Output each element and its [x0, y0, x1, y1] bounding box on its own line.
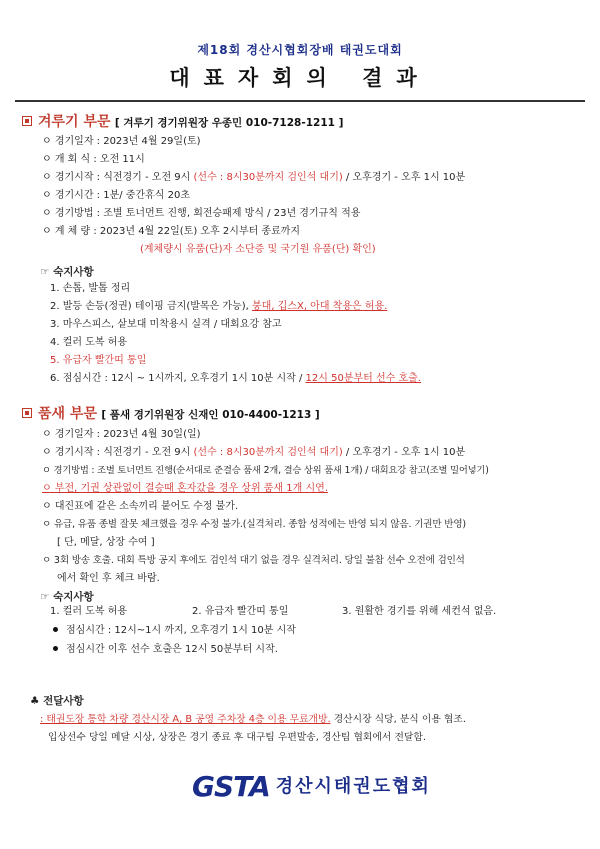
poomsae-info: [ 품새 경기위원장 신재인 010-4400-1213 ] [101, 409, 320, 421]
delivery-header [30, 693, 84, 708]
kyorugi-weigh-note: (계체량시 유품(단)자 소단증 및 국기원 유품(단) 확인) [140, 244, 376, 255]
square-bullet-icon [22, 408, 32, 418]
poomsae-bullet-2 [53, 643, 278, 657]
kyorugi-notes-title: 숙지사항 [53, 266, 94, 278]
kyorugi-start [42, 171, 465, 185]
poomsae-notes-header [40, 589, 94, 604]
kyorugi-note-2 [50, 300, 387, 314]
kyorugi-start-b: (선수 : 8시30분까지 검인석 대기) [193, 172, 343, 183]
poomsae-notes-title: 숙지사항 [53, 591, 94, 603]
kyorugi-opening: ㅇ 개 회 식 : 오전 11시 [42, 154, 145, 165]
kyorugi-note-6a: 6. 점심시간 : 12시 ~ 1시까지, 오후경기 1시 10분 시작 / [50, 373, 306, 384]
poomsae-bullet-1 [53, 624, 296, 638]
poomsae-error: ㅇ 유급, 유품 종별 잘못 체크했을 경우 수정 불가.(실격처리. 종합 성적에는 반영 되지 않음. 기권만 반영) [42, 519, 466, 530]
poomsae-bullet-2-text: 점심시간 이후 선수 호출은 12시 50분부터 시작. [66, 644, 278, 655]
gsta-logo-mark: GSTA [192, 770, 270, 803]
kyorugi-note-2b: 붕대, 깁스X, 아대 착용은 허용. [251, 301, 388, 312]
title-divider [15, 100, 585, 102]
kyorugi-method: ㅇ 경기방법 : 조별 토너먼트 진행, 회전승패제 방식 / 23년 경기규칙 적용 [42, 208, 361, 219]
delivery-line-2: 입상선수 당일 메달 시상, 상장은 경기 종료 후 대구팀 우편발송, 경산팀 협회에서 전달함. [48, 732, 426, 743]
poomsae-start-c: / 오후경기 - 오후 1시 10분 [342, 447, 466, 458]
bullet-dot-icon [53, 627, 58, 632]
association-name: 경산시태권도협회 [275, 776, 431, 797]
pointing-hand-icon: ☞ [40, 591, 50, 603]
poomsae-note-3: 3. 원활한 경기를 위해 세컨석 없음. [342, 606, 497, 617]
club-suit-icon: ♣ [30, 695, 40, 707]
bullet-dot-icon [53, 646, 58, 651]
kyorugi-note-3: 3. 마우스피스, 샅보대 미착용시 실격 / 대회요강 참고 [50, 319, 282, 330]
poomsae-method: ㅇ 경기방법 : 조별 토너먼트 진행(순서대로 준결승 품새 2개, 결승 상위 품새 1개) / 대회요강 참고(조별 밀어넣기) [42, 465, 489, 476]
poomsae-call: ㅇ 3회 방송 호출. 대회 특방 공지 후에도 검인석 대기 없을 경우 실격처리. 당일 불참 선수 오전에 검인석 [42, 555, 465, 566]
delivery-line-1 [40, 713, 466, 727]
kyorugi-start-a: ㅇ 경기시작 : 식전경기 - 오전 9시 [42, 172, 194, 183]
kyorugi-title: 겨루기 부문 [38, 114, 111, 130]
association-logo [192, 770, 431, 803]
kyorugi-note-2a: 2. 발등 손등(정권) 테이핑 금지(발목은 가능), [50, 301, 252, 312]
poomsae-section-header [22, 403, 320, 423]
kyorugi-info: [ 겨루기 경기위원장 우종민 010-7128-1211 ] [114, 117, 344, 129]
kyorugi-note-5: 5. 유급자 빨간띠 통일 [50, 355, 147, 366]
poomsae-bullet-1-text: 점심시간 : 12시~1시 까지, 오후경기 1시 10분 시작 [66, 625, 296, 636]
kyorugi-section-header [22, 111, 343, 131]
kyorugi-notes-header [40, 264, 94, 279]
poomsae-call-2: 에서 확인 후 체크 바람. [57, 573, 160, 584]
poomsae-tie-rule: ㅇ 부전, 기권 상관없이 결승때 혼자갔을 경우 상위 품새 1개 시연. [42, 483, 329, 494]
page-title: 대표자회의 결과 [169, 66, 431, 90]
kyorugi-date: ㅇ 경기일자 : 2023년 4월 29일(토) [42, 136, 201, 147]
delivery-title: 전달사항 [43, 695, 84, 707]
poomsae-bracket: ㅇ 대진표에 같은 소속끼리 붙어도 수정 불가. [42, 501, 239, 512]
delivery-line-1b: 경산시장 식당, 분식 이용 협조. [330, 714, 466, 725]
kyorugi-note-4: 4. 컬러 도복 허용 [50, 337, 128, 348]
poomsae-date: ㅇ 경기일자 : 2023년 4월 30일(일) [42, 429, 201, 440]
kyorugi-time: ㅇ 경기시간 : 1분/ 중간휴식 20초 [42, 190, 190, 201]
square-bullet-icon [22, 116, 32, 126]
poomsae-start-a: ㅇ 경기시작 : 식전경기 - 오전 9시 [42, 447, 194, 458]
poomsae-title: 품새 부문 [38, 406, 97, 422]
delivery-line-1a: : 태권도장 통학 차량 경산시장 A, B 공영 주차장 4층 이용 무료개방. [40, 714, 331, 725]
poomsae-start [42, 446, 465, 460]
pointing-hand-icon: ☞ [40, 266, 50, 278]
poomsae-note-1: 1. 컬러 도복 허용 [50, 606, 128, 617]
event-subtitle: 제18회 경산시협회장배 태권도대회 [197, 43, 403, 57]
poomsae-note-2: 2. 유급자 빨간띠 통일 [192, 606, 289, 617]
kyorugi-weigh: ㅇ 계 체 량 : 2023년 4월 22일(토) 오후 2시부터 종료까지 [42, 226, 301, 237]
kyorugi-note-6 [50, 372, 421, 386]
poomsae-error-2: [ 단, 메달, 상장 수여 ] [57, 537, 155, 548]
kyorugi-note-1: 1. 손톱, 발톱 정리 [50, 283, 131, 294]
poomsae-start-b: (선수 : 8시30분까지 검인석 대기) [193, 447, 343, 458]
kyorugi-note-6b: 12시 50분부터 선수 호출. [305, 373, 421, 384]
kyorugi-start-c: / 오후경기 - 오후 1시 10분 [342, 172, 466, 183]
